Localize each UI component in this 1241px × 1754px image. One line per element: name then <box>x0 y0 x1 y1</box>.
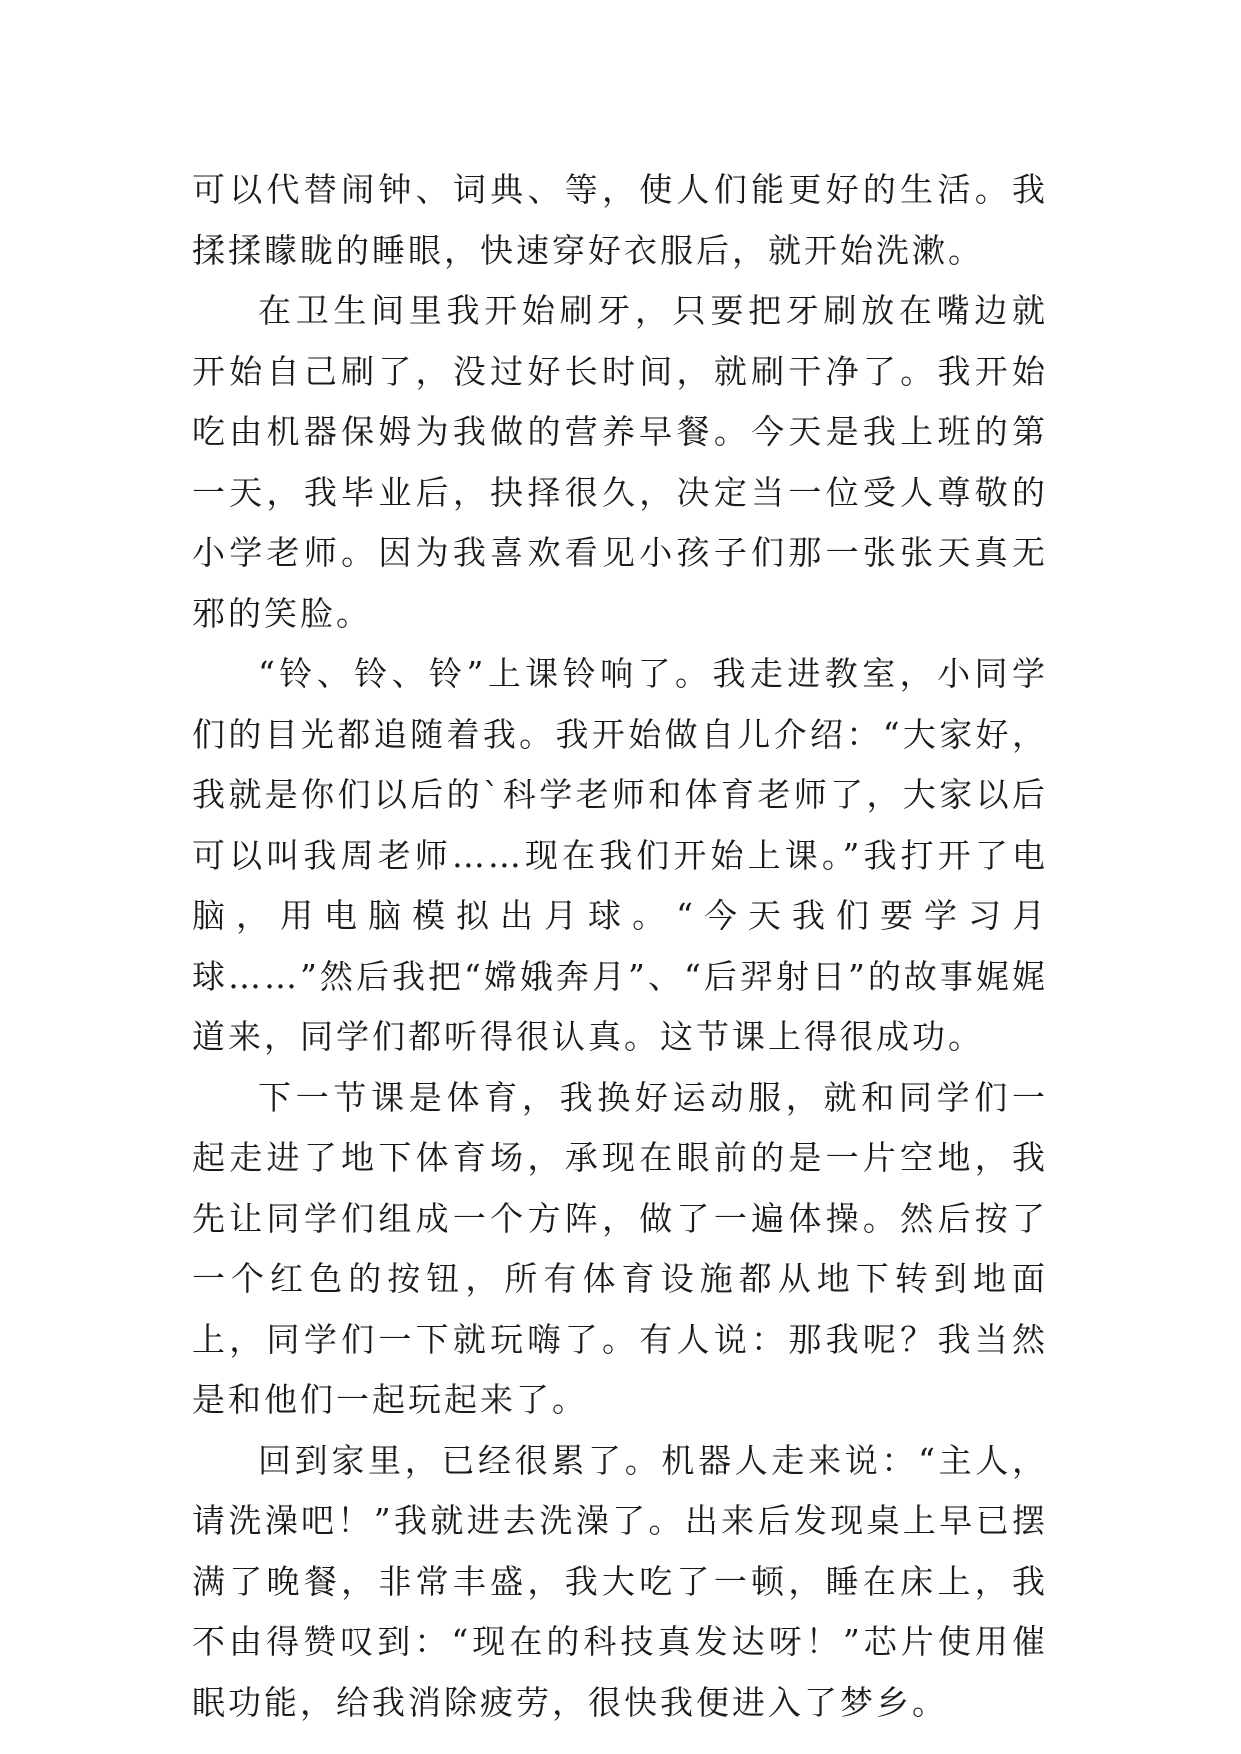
paragraph-3: “铃、铃、铃”上课铃响了。我走进教室，小同学们的目光都追随着我。我开始做自儿介绍：“大家好，我就是你们以后的`科学老师和体育老师了，大家以后可以叫我周老师……现在我们开始上课。”我打开了电脑，用电脑模拟出月球。“今天我们要学习月球……”然后我把“嫦娥奔月”、“后羿射日”的故事娓娓道来，同学们都听得很认真。这节课上得很成功。 <box>192 654 1048 1056</box>
paragraph-1: 可以代替闹钟、词典、等，使人们能更好的生活。我揉揉矇眬的睡眼，快速穿好衣服后，就开始洗漱。 <box>192 170 1048 270</box>
body-text <box>192 160 1048 1733</box>
paragraph-2: 在卫生间里我开始刷牙，只要把牙刷放在嘴边就开始自己刷了，没过好长时间，就刷干净了。我开始吃由机器保姆为我做的营养早餐。今天是我上班的第一天，我毕业后，抉择很久，决定当一位受人尊敬的小学老师。因为我喜欢看见小孩子们那一张张天真无邪的笑脸。 <box>192 291 1048 633</box>
paragraph-4: 下一节课是体育，我换好运动服，就和同学们一起走进了地下体育场，承现在眼前的是一片空地，我先让同学们组成一个方阵，做了一遍体操。然后按了一个红色的按钮，所有体育设施都从地下转到地面上，同学们一下就玩嗨了。有人说：那我呢？我当然是和他们一起玩起来了。 <box>192 1077 1048 1419</box>
paragraph-5: 回到家里，已经很累了。机器人走来说：“主人，请洗澡吧！”我就进去洗澡了。出来后发现桌上早已摆满了晚餐，非常丰盛，我大吃了一顿，睡在床上，我不由得赞叹到：“现在的科技真发达呀！”芯片使用催眠功能，给我消除疲劳，很快我便进入了梦乡。 <box>192 1440 1048 1722</box>
